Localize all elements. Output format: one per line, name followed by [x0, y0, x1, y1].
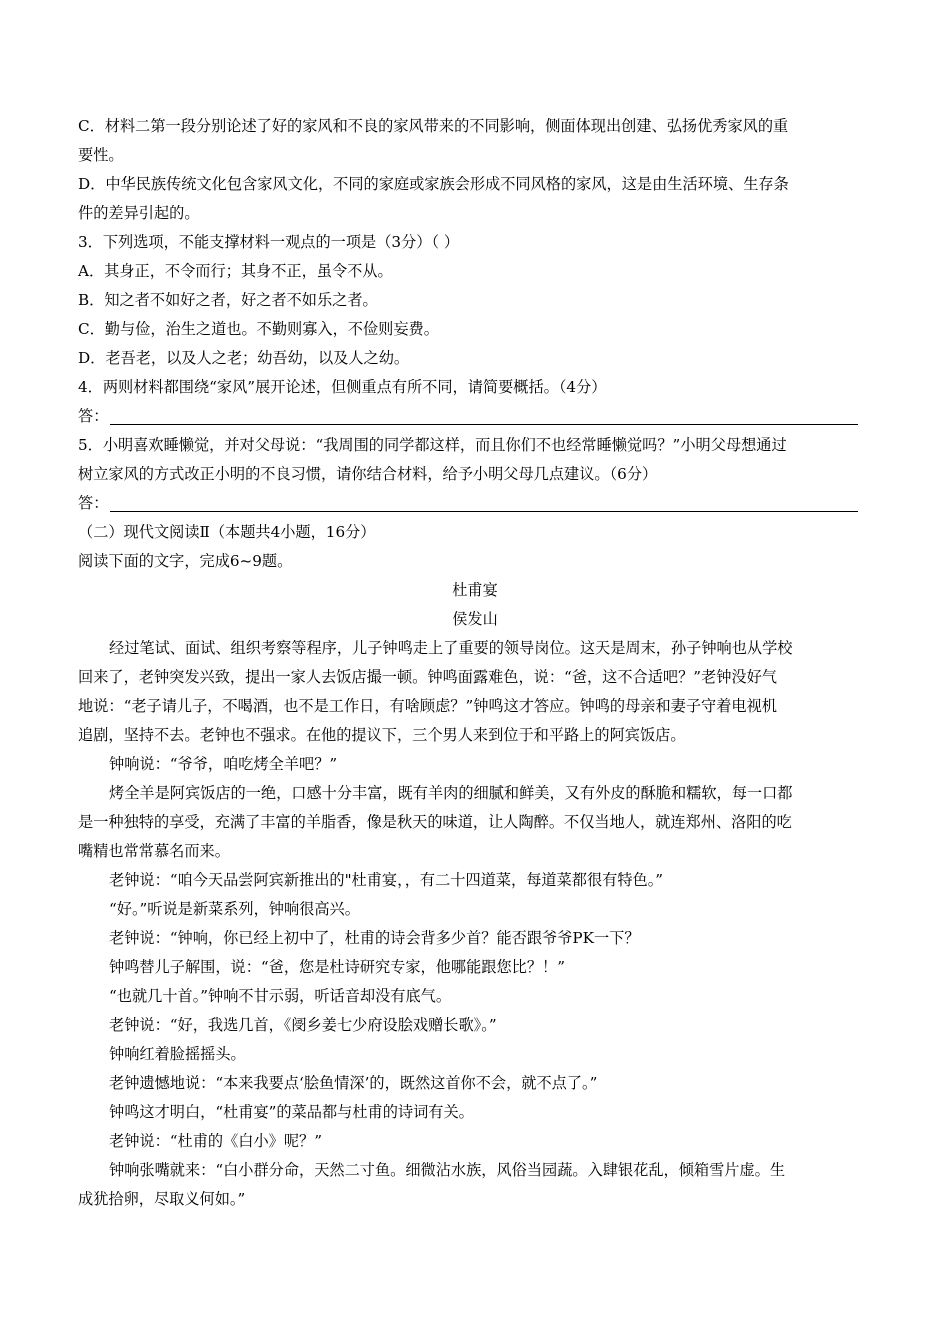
question-5-line2: 树立家风的方式改正小明的不良习惯，请你结合材料，给予小明父母几点建议。（6分）: [78, 465, 658, 483]
document-page: [78, 112, 872, 1214]
answer-line-q4: [78, 402, 872, 431]
story-paragraph-line: 老钟遗憾地说：“本来我要点‘脍鱼情深’的，既然这首你不会，就不点了。”: [109, 1074, 598, 1092]
story-body: [78, 634, 872, 1214]
story-paragraph-line: 钟响说：“爷爷，咱吃烤全羊吧？”: [109, 755, 338, 773]
story-paragraph-line: 地说：“老子请儿子，不喝酒，也不是工作日，有啥顾虑？”钟鸣这才答应。钟鸣的母亲和妻子守着电视机: [78, 697, 777, 715]
story-paragraph-line: 钟响张嘴就来：“白小群分命，天然二寸鱼。细微沾水族，风俗当园蔬。入肆银花乱，倾箱雪片虚。生: [109, 1161, 786, 1179]
story-paragraph-line: 老钟说：“好，我选几首，《阌乡姜七少府设脍戏赠长歌》。”: [109, 1016, 497, 1034]
story-paragraph-line: 烤全羊是阿宾饭店的一绝，口感十分丰富，既有羊肉的细腻和鲜美，又有外皮的酥脆和糯软，每一口都: [109, 784, 793, 802]
q3-option-c: C．勤与俭，治生之道也。不勤则寡入，不俭则妄费。: [78, 320, 439, 338]
story-paragraph-line: 老钟说：“钟响，你已经上初中了，杜甫的诗会背多少首？能否跟爷爷PK一下？: [109, 929, 640, 947]
question-5-line1: 5．小明喜欢睡懒觉，并对父母说：“我周围的同学都这样，而且你们不也经常睡懒觉吗？”小明父母想通过: [78, 436, 787, 454]
story-paragraph-line: 回来了，老钟突发兴致，提出一家人去饭店撮一顿。钟鸣面露难色，说：“爸，这不合适吧？”老钟没好气: [78, 668, 777, 686]
answer-label: 答：: [78, 407, 109, 425]
story-paragraph-line: 嘴精也常常慕名而来。: [78, 842, 230, 860]
answer-rule[interactable]: [110, 407, 858, 425]
option-c-line2: 要性。: [78, 146, 124, 164]
story-paragraph-line: 经过笔试、面试、组织考察等程序，儿子钟鸣走上了重要的领导岗位。这天是周末，孙子钟响也从学校: [109, 639, 793, 657]
answer-line-q5: [78, 489, 872, 518]
story-paragraph-line: “好。”听说是新菜系列，钟响很高兴。: [109, 900, 360, 918]
story-paragraph-line: 钟鸣这才明白，“杜甫宴”的菜品都与杜甫的诗词有关。: [109, 1103, 474, 1121]
option-d-line2: 件的差异引起的。: [78, 204, 200, 222]
question-3: 3．下列选项，不能支撑材料一观点的一项是（3分）（ ）: [78, 233, 460, 251]
story-paragraph-line: 追剧，坚持不去。老钟也不强求。在他的提议下，三个男人来到位于和平路上的阿宾饭店。: [78, 726, 686, 744]
story-paragraph-line: 钟鸣替儿子解围，说：“爸，您是杜诗研究专家，他哪能跟您比？！”: [109, 958, 565, 976]
q3-option-a: A．其身正，不令而行；其身不正，虽令不从。: [78, 262, 393, 280]
story-paragraph-line: 钟响红着脸摇摇头。: [109, 1045, 246, 1063]
option-d-line1: D．中华民族传统文化包含家风文化，不同的家庭或家族会形成不同风格的家风，这是由生活环境、生存条: [78, 175, 789, 193]
story-paragraph-line: “也就几十首。”钟响不甘示弱，听话音却没有底气。: [109, 987, 452, 1005]
question-4: 4．两则材料都围绕“家风”展开论述，但侧重点有所不同，请简要概括。（4分）: [78, 378, 607, 396]
q3-option-b: B．知之者不如好之者，好之者不如乐之者。: [78, 291, 378, 309]
option-c-line1: C．材料二第一段分别论述了好的家风和不良的家风带来的不同影响，侧面体现出创建、弘扬优秀家风的重: [78, 117, 789, 135]
section-heading: （二）现代文阅读Ⅱ（本题共4小题，16分）: [78, 523, 376, 541]
story-author: 侯发山: [452, 610, 498, 628]
story-title: 杜甫宴: [452, 581, 498, 599]
story-paragraph-line: 老钟说：“杜甫的《白小》呢？”: [109, 1132, 322, 1150]
reading-instruction: 阅读下面的文字，完成6~9题。: [78, 552, 293, 570]
story-paragraph-line: 是一种独特的享受，充满了丰富的羊脂香，像是秋天的味道，让人陶醉。不仅当地人，就连郑州、洛阳的吃: [78, 813, 792, 831]
story-paragraph-line: 老钟说：“咱今天品尝阿宾新推出的"杜甫宴，，有二十四道菜，每道菜都很有特色。”: [109, 871, 664, 889]
story-paragraph-line: 成犹拾卵，尽取义何如。”: [78, 1190, 246, 1208]
q3-option-d: D．老吾老，以及人之老；幼吾幼，以及人之幼。: [78, 349, 410, 367]
answer-label: 答：: [78, 494, 109, 512]
answer-rule[interactable]: [110, 494, 858, 512]
